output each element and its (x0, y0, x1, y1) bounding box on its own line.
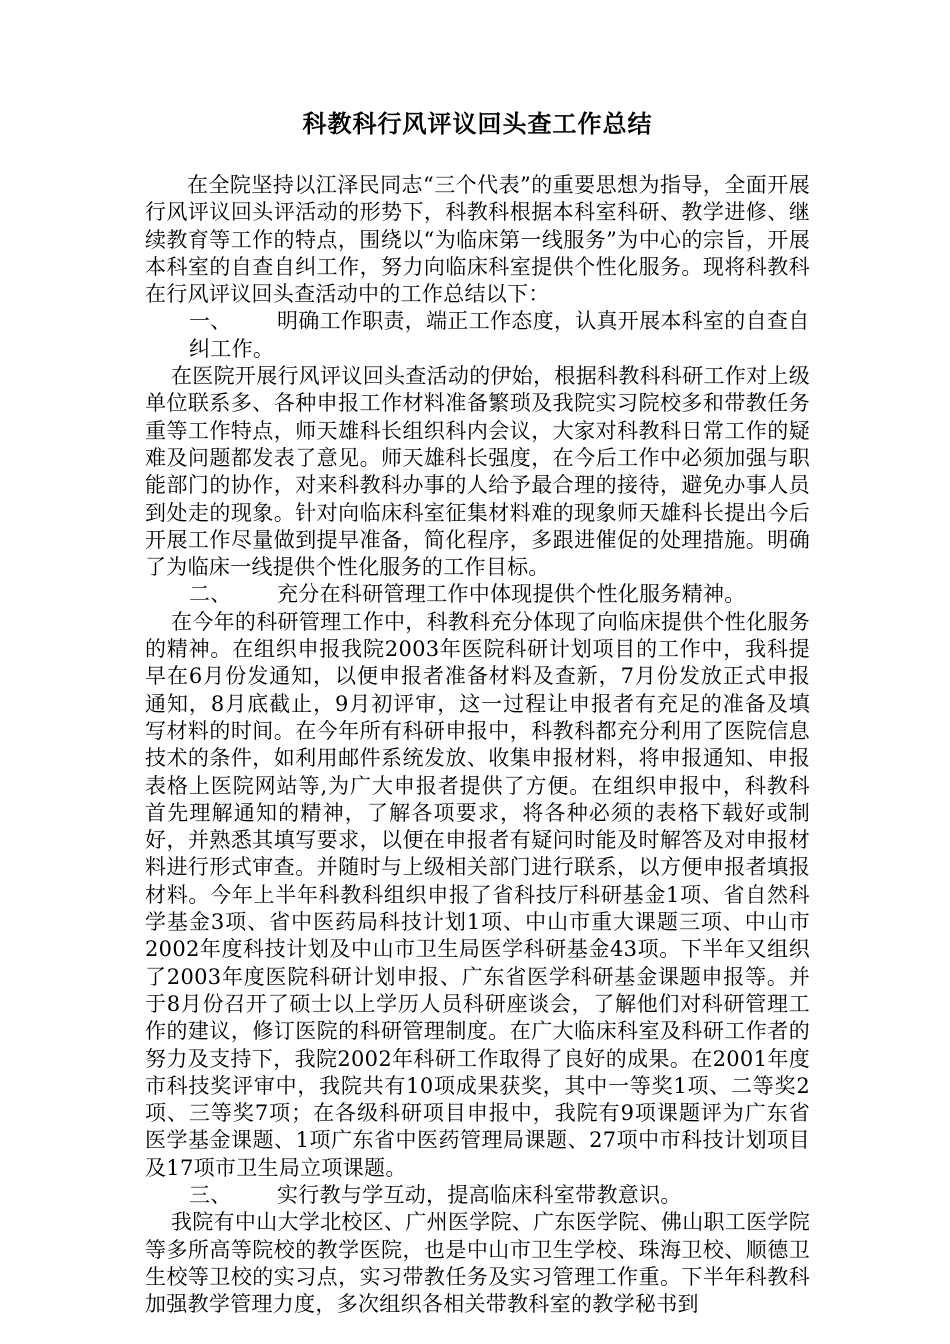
body-paragraph-3: 我院有中山大学北校区、广州医学院、广东医学院、佛山职工医学院等多所高等院校的教学医院，也是中山市卫生学校、珠海卫校、顺德卫生校等卫校的实习点，实习带教任务及实习管理工作重。下半年科教科加强教学管理力度，多次组织各相关带教科室的教学秘书到 (145, 1210, 810, 1317)
section-heading-2 (145, 581, 810, 608)
section-heading-text-3: 实行教与学互动，提高临床科室带教意识。 (277, 1182, 682, 1207)
body-paragraph-2: 在今年的科研管理工作中，科教科充分体现了向临床提供个性化服务的精神。在组织申报我院2003年医院科研计划项目的工作中，我科提早在6月份发通知，以便申报者准备材料及查新，7月份发放正式申报通知，8月底截止，9月初评审，这一过程让申报者有充足的准备及填写材料的时间。在今年所有科研申报中，科教科都充分利用了医院信息技术的条件，如利用邮件系统发放、收集申报材料，将申报通知、申报表格上医院网站等,为广大申报者提供了方便。在组织申报中，科教科首先理解通知的精神，了解各项要求，将各种必须的表格下载好或制好，并熟悉其填写要求，以便在申报者有疑问时能及时解答及对申报材料进行形式审查。并随时与上级相关部门进行联系，以方便申报者填报材料。今年上半年科教科组织申报了省科技厅科研基金1项、省自然科学基金3项、省中医药局科技计划1项、中山市重大课题三项、中山市2002年度科技计划及中山市卫生局医学科研基金43项。下半年又组织了2003年度医院科研计划申报、广东省医学科研基金课题申报等。并于8月份召开了硕士以上学历人员科研座谈会，了解他们对科研管理工作的建议，修订医院的科研管理制度。在广大临床科室及科研工作者的努力及支持下，我院2002年科研工作取得了良好的成果。在2001年度市科技奖评审中，我院共有10项成果获奖，其中一等奖1项、二等奖2项、三等奖7项；在各级科研项目申报中，我院有9项课题评为广东省医学基金课题、1项广东省中医药管理局课题、27项中市科技计划项目及17项市卫生局立项课题。 (145, 609, 810, 1180)
body-paragraph-1: 在医院开展行风评议回头查活动的伊始，根据科教科科研工作对上级单位联系多、各种申报工作材料准备繁琐及我院实习院校多和带教任务重等工作特点，师天雄科长组织科内会议，大家对科教科日常工作的疑难及问题都发表了意见。师天雄科长强度，在今后工作中必须加强与职能部门的协作，对来科教科办事的人给予最合理的接待，避免办事人员到处走的现象。针对向临床科室征集材料难的现象师天雄科长提出今后开展工作尽量做到提早准备，简化程序，多跟进催促的处理措施。明确了为临床一线提供个性化服务的工作目标。 (145, 364, 810, 580)
document-body (145, 172, 810, 1318)
section-heading-3 (145, 1182, 810, 1209)
section-heading-1 (145, 308, 810, 363)
section-number-3: 三、 (189, 1182, 232, 1207)
section-number-2: 二、 (189, 582, 232, 607)
section-number-1: 一、 (189, 309, 232, 334)
intro-paragraph: 在全院坚持以江泽民同志“三个代表”的重要思想为指导，全面开展行风评议回头评活动的形势下，科教科根据本科室科研、教学进修、继续教育等工作的特点，围绕以“为临床第一线服务”为中心的宗旨，开展本科室的自查自纠工作，努力向临床科室提供个性化服务。现将科教科在行风评议回头查活动中的工作总结以下： (145, 173, 810, 307)
section-heading-text-1: 明确工作职责，端正工作态度，认真开展本科室的自查自纠工作。 (189, 309, 810, 361)
document-title: 科教科行风评议回头查工作总结 (302, 109, 653, 138)
section-heading-text-2: 充分在科研管理工作中体现提供个性化服务精神。 (277, 582, 746, 607)
